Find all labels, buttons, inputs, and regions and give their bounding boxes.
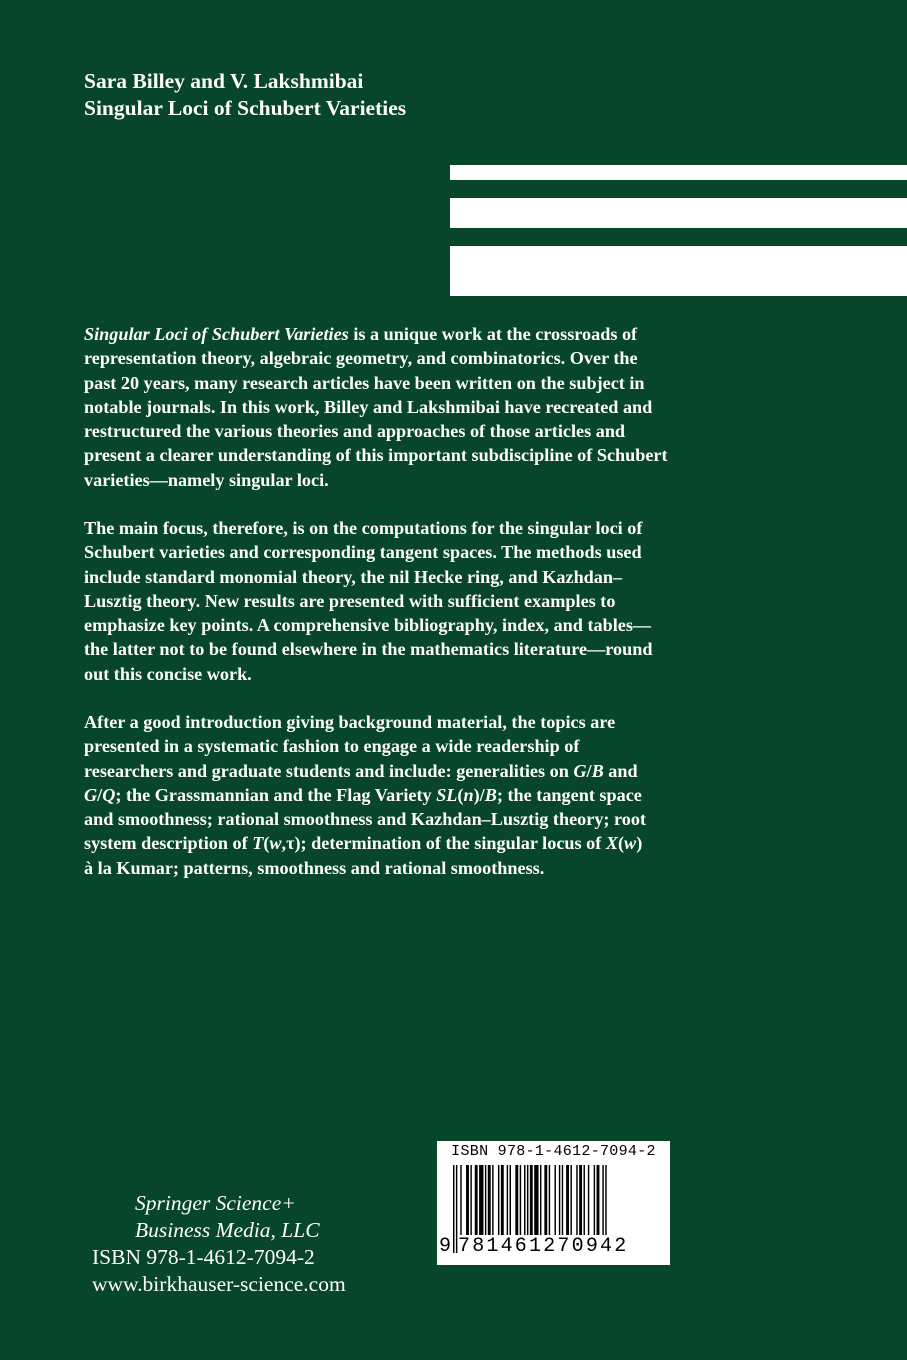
barcode-bar <box>527 1165 528 1237</box>
barcode-bar <box>498 1165 499 1237</box>
math-symbol: w <box>624 833 637 854</box>
publisher-name: Springer Science+ <box>135 1191 296 1215</box>
blurb-line: presented in a systematic fashion to engage a wide readership of <box>84 736 580 757</box>
barcode-bar <box>605 1165 606 1237</box>
barcode-bar <box>492 1165 493 1237</box>
math-symbol: / <box>586 760 592 781</box>
blurb-line: past 20 years, many research articles have been written on the subject in <box>84 372 645 393</box>
math-symbol: ( <box>617 833 625 854</box>
math-symbol: ) <box>636 833 643 854</box>
barcode-bar <box>479 1165 483 1237</box>
blurb-line: emphasize key points. A comprehensive bibliography, index, and tables— <box>84 615 652 636</box>
blurb-text: system description of <box>84 833 253 854</box>
barcode-bar <box>562 1165 563 1237</box>
math-symbol: ( <box>457 784 464 805</box>
publisher-block <box>92 1190 346 1298</box>
barcode-bar <box>453 1165 454 1253</box>
decorative-stripe <box>450 165 907 180</box>
barcode-isbn-label: ISBN 978-1-4612-7094-2 <box>451 1143 656 1160</box>
math-symbol: X <box>605 833 618 854</box>
math-symbol: )/ <box>473 784 485 805</box>
blurb-line: restructured the various theories and approaches of those articles and <box>84 421 626 442</box>
barcode-bar <box>470 1165 471 1237</box>
math-symbol: ( <box>263 833 270 854</box>
barcode-bar <box>534 1165 538 1237</box>
barcode-bar <box>507 1165 508 1237</box>
blurb-line <box>84 783 764 807</box>
barcode-bar <box>570 1165 571 1237</box>
barcode-bar <box>584 1165 585 1237</box>
math-symbol: T <box>252 833 264 854</box>
blurb-line: Schubert varieties and corresponding tangent spaces. The methods used <box>84 542 642 563</box>
barcode-bar <box>576 1165 577 1237</box>
isbn-text: ISBN 978-1-4612-7094-2 <box>92 1245 315 1269</box>
barcode-bar <box>524 1165 525 1237</box>
blurb-line <box>84 831 764 855</box>
math-symbol: w <box>269 833 282 854</box>
blurb-paragraph-1 <box>84 322 764 492</box>
author-block <box>84 68 406 122</box>
barcode <box>437 1141 670 1265</box>
math-symbol: B <box>591 760 604 781</box>
barcode-bar <box>475 1165 478 1237</box>
math-symbol: n <box>463 784 474 805</box>
blurb-line: notable journals. In this work, Billey and Lakshmibai have recreated and <box>84 396 653 417</box>
book-title-italic: Singular Loci of Schubert Varieties <box>84 324 349 344</box>
publisher-name: Business Media, LLC <box>135 1218 320 1242</box>
blurb-line: present a clearer understanding of this important subdiscipline of Schubert <box>84 445 668 466</box>
blurb-line: and smoothness; rational smoothness and Kazhdan–Lusztig theory; root <box>84 809 647 830</box>
barcode-bar <box>602 1165 603 1237</box>
publisher-url: www.birkhauser-science.com <box>92 1272 346 1296</box>
blurb-line: out this concise work. <box>84 663 252 684</box>
blurb-line <box>84 322 764 346</box>
barcode-bar <box>597 1165 600 1237</box>
barcode-first-digit: 9 <box>439 1235 452 1258</box>
blurb-text: is a unique work at the crossroads of <box>348 324 638 344</box>
blurb-text: ; the Grassmannian and the Flag Variety <box>115 784 437 805</box>
barcode-bar <box>485 1165 486 1237</box>
book-title: Singular Loci of Schubert Varieties <box>84 96 407 120</box>
blurb-line <box>84 759 764 783</box>
barcode-bar <box>559 1165 560 1237</box>
math-symbol: G <box>84 784 98 805</box>
math-symbol: G <box>573 760 587 781</box>
blurb-line: varieties—namely singular loci. <box>84 469 329 490</box>
barcode-bar <box>566 1165 569 1237</box>
barcode-bar <box>588 1165 589 1237</box>
barcode-bar <box>501 1165 504 1237</box>
math-symbol: SL <box>436 784 458 805</box>
blurb-line: the latter not to be found elsewhere in the mathematics literature—round <box>84 639 653 660</box>
math-symbol: / <box>97 784 103 805</box>
barcode-bar <box>594 1165 595 1237</box>
decorative-stripe <box>450 246 907 296</box>
blurb-line: à la Kumar; patterns, smoothness and rational smoothness. <box>84 857 545 878</box>
barcode-bar <box>544 1165 547 1237</box>
blurb-line: After a good introduction giving background material, the topics are <box>84 712 616 732</box>
barcode-digit-string: 781461270942 <box>458 1235 629 1258</box>
barcode-bar <box>460 1165 461 1237</box>
blurb-line: representation theory, algebraic geometry, and combinatorics. Over the <box>84 348 638 369</box>
barcode-bar <box>515 1165 518 1237</box>
blurb-line: The main focus, therefore, is on the computations for the singular loci of <box>84 518 643 538</box>
author-names: Sara Billey and V. Lakshmibai <box>84 69 364 93</box>
blurb-line: Lusztig theory. New results are presented with sufficient examples to <box>84 590 616 611</box>
barcode-bar <box>488 1165 491 1237</box>
barcode-bar <box>579 1165 582 1237</box>
barcode-bar <box>466 1165 469 1237</box>
barcode-bar <box>520 1165 521 1237</box>
blurb-text: ; the tangent space <box>496 784 642 805</box>
math-symbol: Q <box>102 784 116 805</box>
barcode-bar <box>510 1165 511 1237</box>
math-symbol: B <box>484 784 497 805</box>
blurb-text: ,τ); determination of the singular locus of <box>281 833 606 854</box>
blurb-line: include standard monomial theory, the nil Hecke ring, and Kazhdan– <box>84 566 623 587</box>
blurb-paragraph-3 <box>84 710 764 880</box>
blurb-text: researchers and graduate students and include: generalities on <box>84 760 574 781</box>
barcode-bar <box>540 1165 541 1237</box>
decorative-stripe <box>450 198 907 228</box>
blurb-paragraph-2 <box>84 516 764 686</box>
blurb-text: and <box>603 760 638 781</box>
barcode-bar <box>530 1165 533 1237</box>
